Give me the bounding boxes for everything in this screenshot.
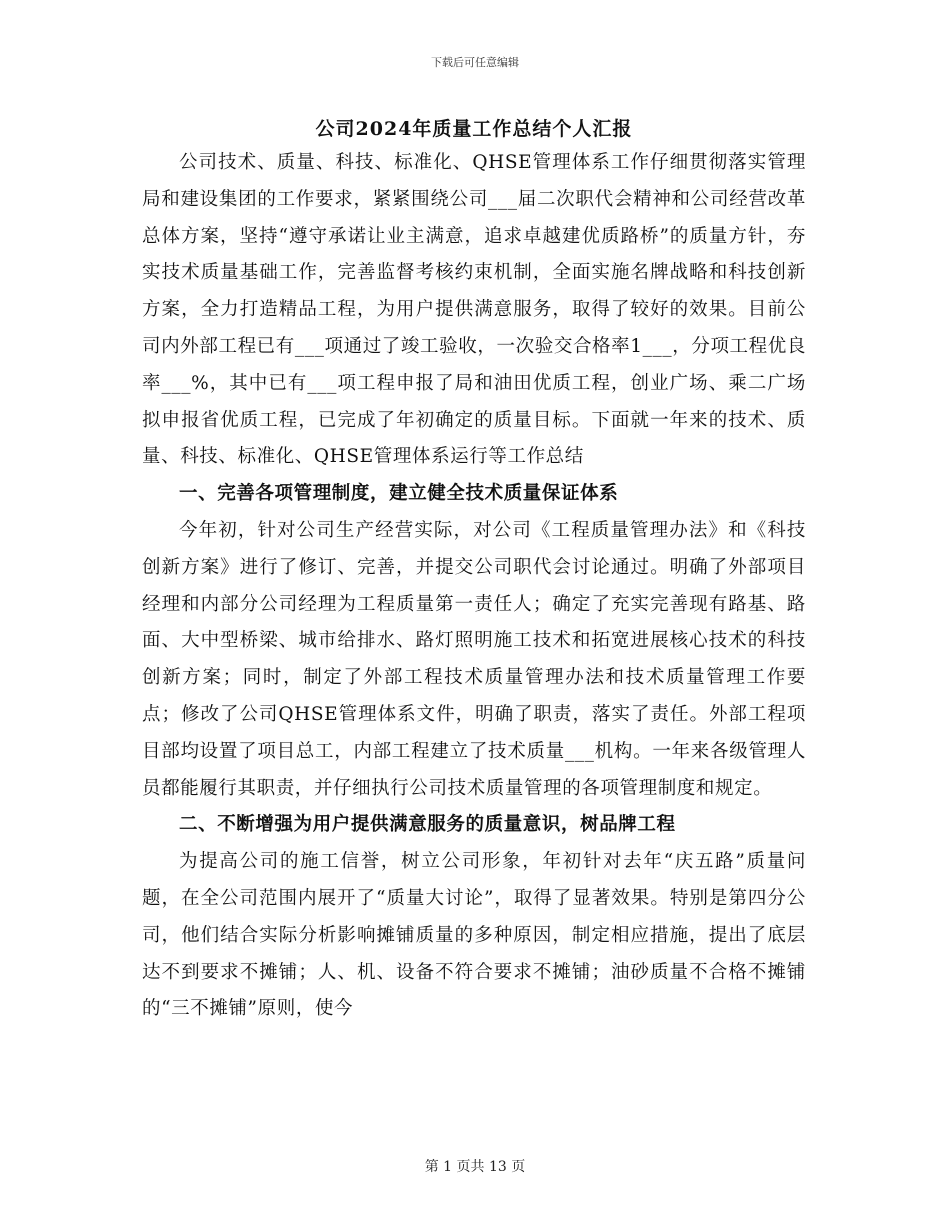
section-1-paragraph: 今年初，针对公司生产经营实际，对公司《工程质量管理办法》和《科技创新方案》进行了修订、完善，并提交公司职代会讨论通过。明确了外部项目经理和内部分公司经理为工程质量第一责任人；确定了充实完善现有路基、路面、大中型桥梁、城市给排水、路灯照明施工技术和拓宽进展核心技术的科技创新方案；同时，制定了外部工程技术质量管理办法和技术质量管理工作要点；修改了公司QHSE管理体系文件，明确了职责，落实了责任。外部工程项目部均设置了项目总工，内部工程建立了技术质量___机构。一年来各级管理人员都能履行其职责，并仔细执行公司技术质量管理的各项管理制度和规定。 xyxy=(142,519,806,799)
intro-paragraph: 公司技术、质量、科技、标准化、QHSE管理体系工作仔细贯彻落实管理局和建设集团的工作要求，紧紧围绕公司___届二次职代会精神和公司经营改革总体方案，坚持“遵守承诺让业主满意，追求卓越建优质路桥”的质量方针，夯实技术质量基础工作，完善监督考核约束机制，全面实施名牌战略和科技创新方案，全力打造精品工程，为用户提供满意服务，取得了较好的效果。目前公司内外部工程已有___项通过了竣工验收，一次验交合格率1___，分项工程优良率___%，其中已有___项工程申报了局和油田优质工程，创业广场、乘二广场拟申报省优质工程，已完成了年初确定的质量目标。下面就一年来的技术、质量、科技、标准化、QHSE管理体系运行等工作总结 xyxy=(142,152,806,468)
document-body xyxy=(142,113,806,1028)
document-title: 公司2024年质量工作总结个人汇报 xyxy=(315,118,633,140)
section-2-paragraph: 为提高公司的施工信誉，树立公司形象，年初针对去年“庆五路”质量问题，在全公司范围内展开了“质量大讨论”，取得了显著效果。特别是第四分公司，他们结合实际分析影响摊铺质量的多种原因，制定相应措施，提出了底层达不到要求不摊铺；人、机、设备不符合要求不摊铺；油砂质量不合格不摊铺的“三不摊铺”原则，使今 xyxy=(142,851,806,1020)
page-header-note: 下载后可任意编辑 xyxy=(431,56,519,69)
section-1-heading: 一、完善各项管理制度，建立健全技术质量保证体系 xyxy=(179,483,619,505)
section-2-heading: 二、不断增强为用户提供满意服务的质量意识，树品牌工程 xyxy=(179,814,676,836)
page-footer-number: 第 1 页共 13 页 xyxy=(424,1159,526,1175)
